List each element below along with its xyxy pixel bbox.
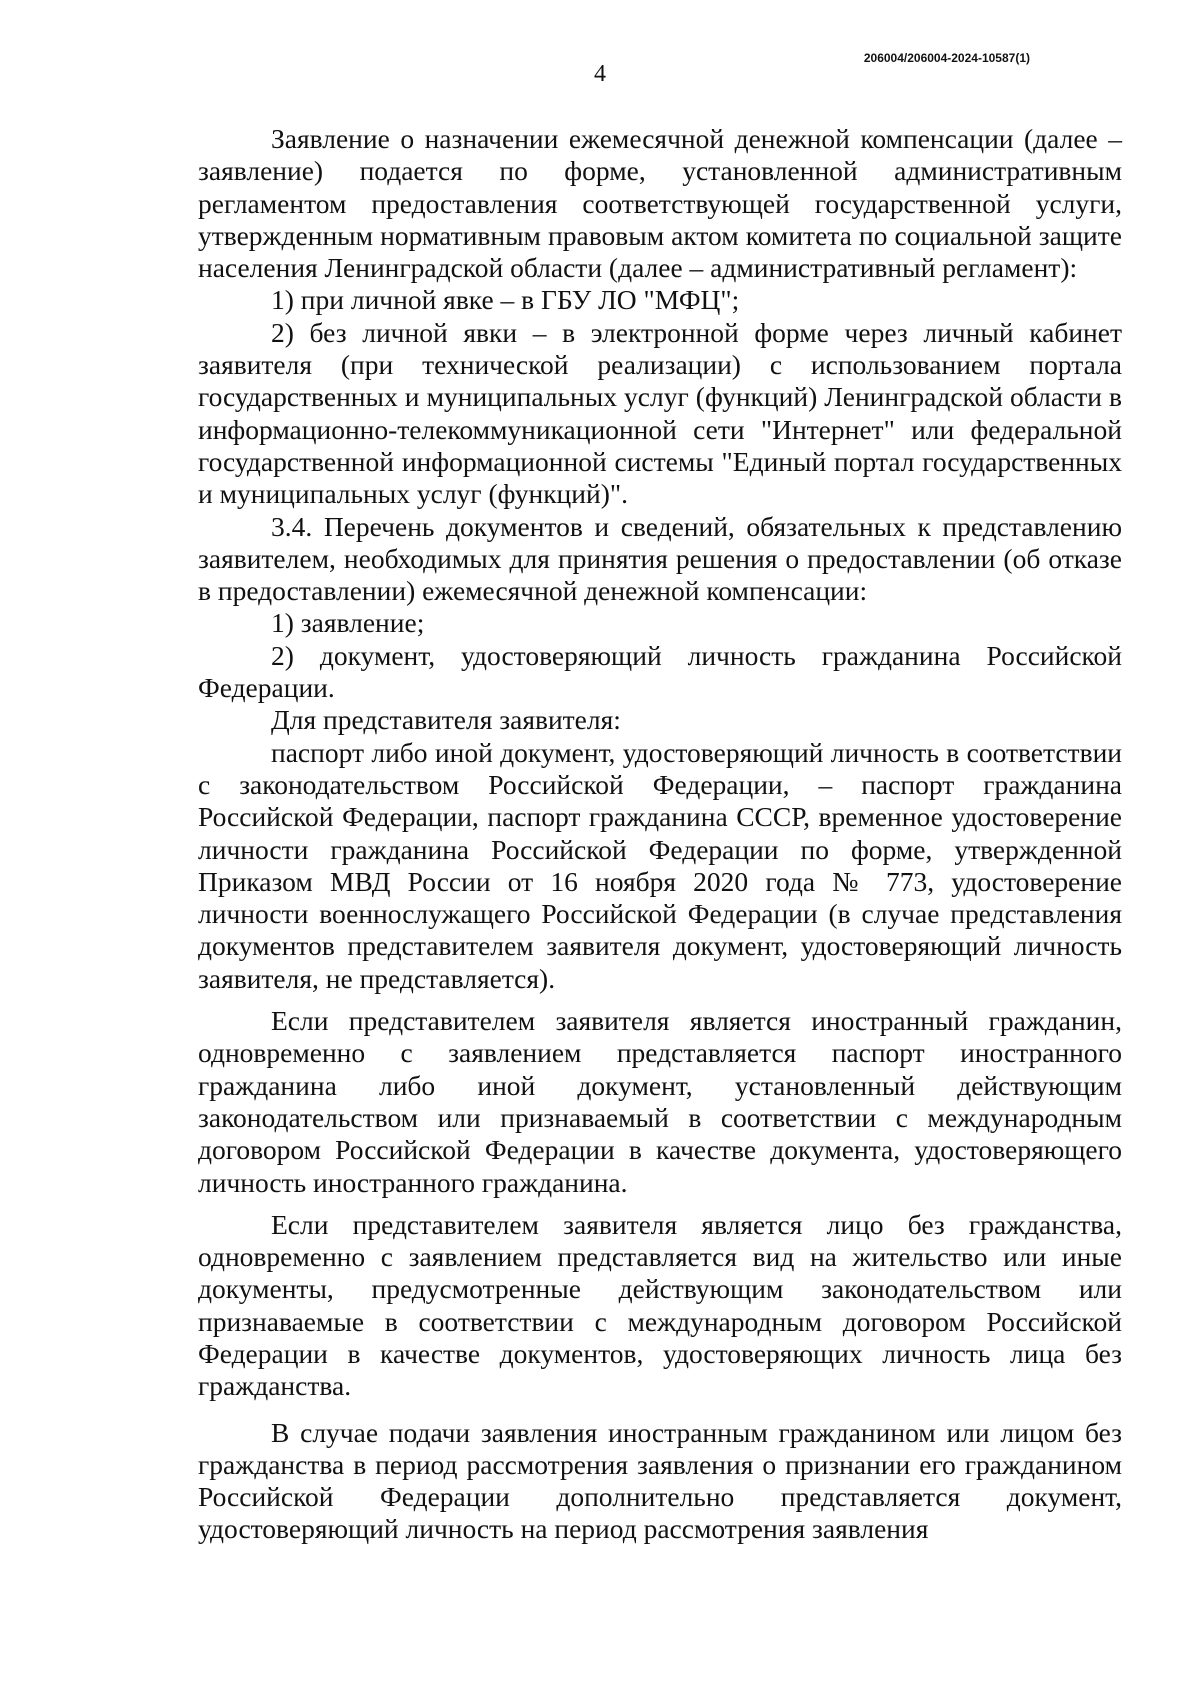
paragraph-section-3-4: 3.4. Перечень документов и сведений, обязательных к представлению заявителем, необходимых для принятия решения о предоставлении (об отказе в предоставлении) ежемесячной денежной компенсации: — [198, 510, 1122, 607]
paragraph-representative-heading: Для представителя заявителя: — [271, 704, 621, 736]
paragraph-stateless-person: Если представителем заявителя является лицо без гражданства, одновременно с заявлением представляется вид на жительство или иные документы, предусмотренные действующим законодательством или признаваемые в соответствии с международным договором Российской Федерации в качестве документов, удостоверяющих личность лица без гражданства. — [198, 1208, 1122, 1402]
document-id: 206004/206004-2024-10587(1) — [863, 51, 1030, 65]
paragraph-item-identity-document: 2) документ, удостоверяющий личность гражданина Российской Федерации. — [198, 639, 1122, 704]
paragraph-foreign-citizen: Если представителем заявителя является иностранный гражданин, одновременно с заявлением представляется паспорт иностранного гражданина либо иной документ, установленный действующим законодательством или признаваемый в соответствии с международным договором Российской Федерации в качестве документа, удостоверяющего личность иностранного гражданина. — [198, 1005, 1122, 1198]
document-body — [198, 123, 1122, 1546]
paragraph-electronic: 2) без личной явки – в электронной форме через личный кабинет заявителя (при технической реализации) с использованием портала государственных и муниципальных услуг (функций) Ленинградской области в информационно-телекоммуникационной сети "Интернет" или федеральной государственной информационной системы "Единый портал государственных и муниципальных услуг (функций)". — [198, 316, 1122, 510]
page-number: 4 — [594, 61, 606, 87]
paragraph-item-application: 1) заявление; — [271, 607, 425, 639]
paragraph-application-form: Заявление о назначении ежемесячной денежной компенсации (далее – заявление) подается по форме, установленной административным регламентом предоставления соответствующей государственной услуги, утвержденным нормативным правовым актом комитета по социальной защите населения Ленинградской области (далее – административный регламент): — [198, 123, 1122, 284]
paragraph-passport-list: паспорт либо иной документ, удостоверяющий личность в соответствии с законодательством Российской Федерации, – паспорт гражданина Российской Федерации, паспорт гражданина СССР, временное удостоверение личности гражданина Российской Федерации по форме, утвержденной Приказом МВД России от 16 ноября 2020 года № 773, удостоверение личности военнослужащего Российской Федерации (в случае представления документов представителем заявителя документ, удостоверяющий личность заявителя, не представляется). — [198, 736, 1122, 994]
paragraph-citizenship-review: В случае подачи заявления иностранным гражданином или лицом без гражданства в период рассмотрения заявления о признании его гражданином Российской Федерации дополнительно представляется документ, удостоверяющий личность на период рассмотрения заявления — [198, 1416, 1122, 1545]
paragraph-in-person: 1) при личной явке – в ГБУ ЛО "МФЦ"; — [271, 284, 740, 316]
